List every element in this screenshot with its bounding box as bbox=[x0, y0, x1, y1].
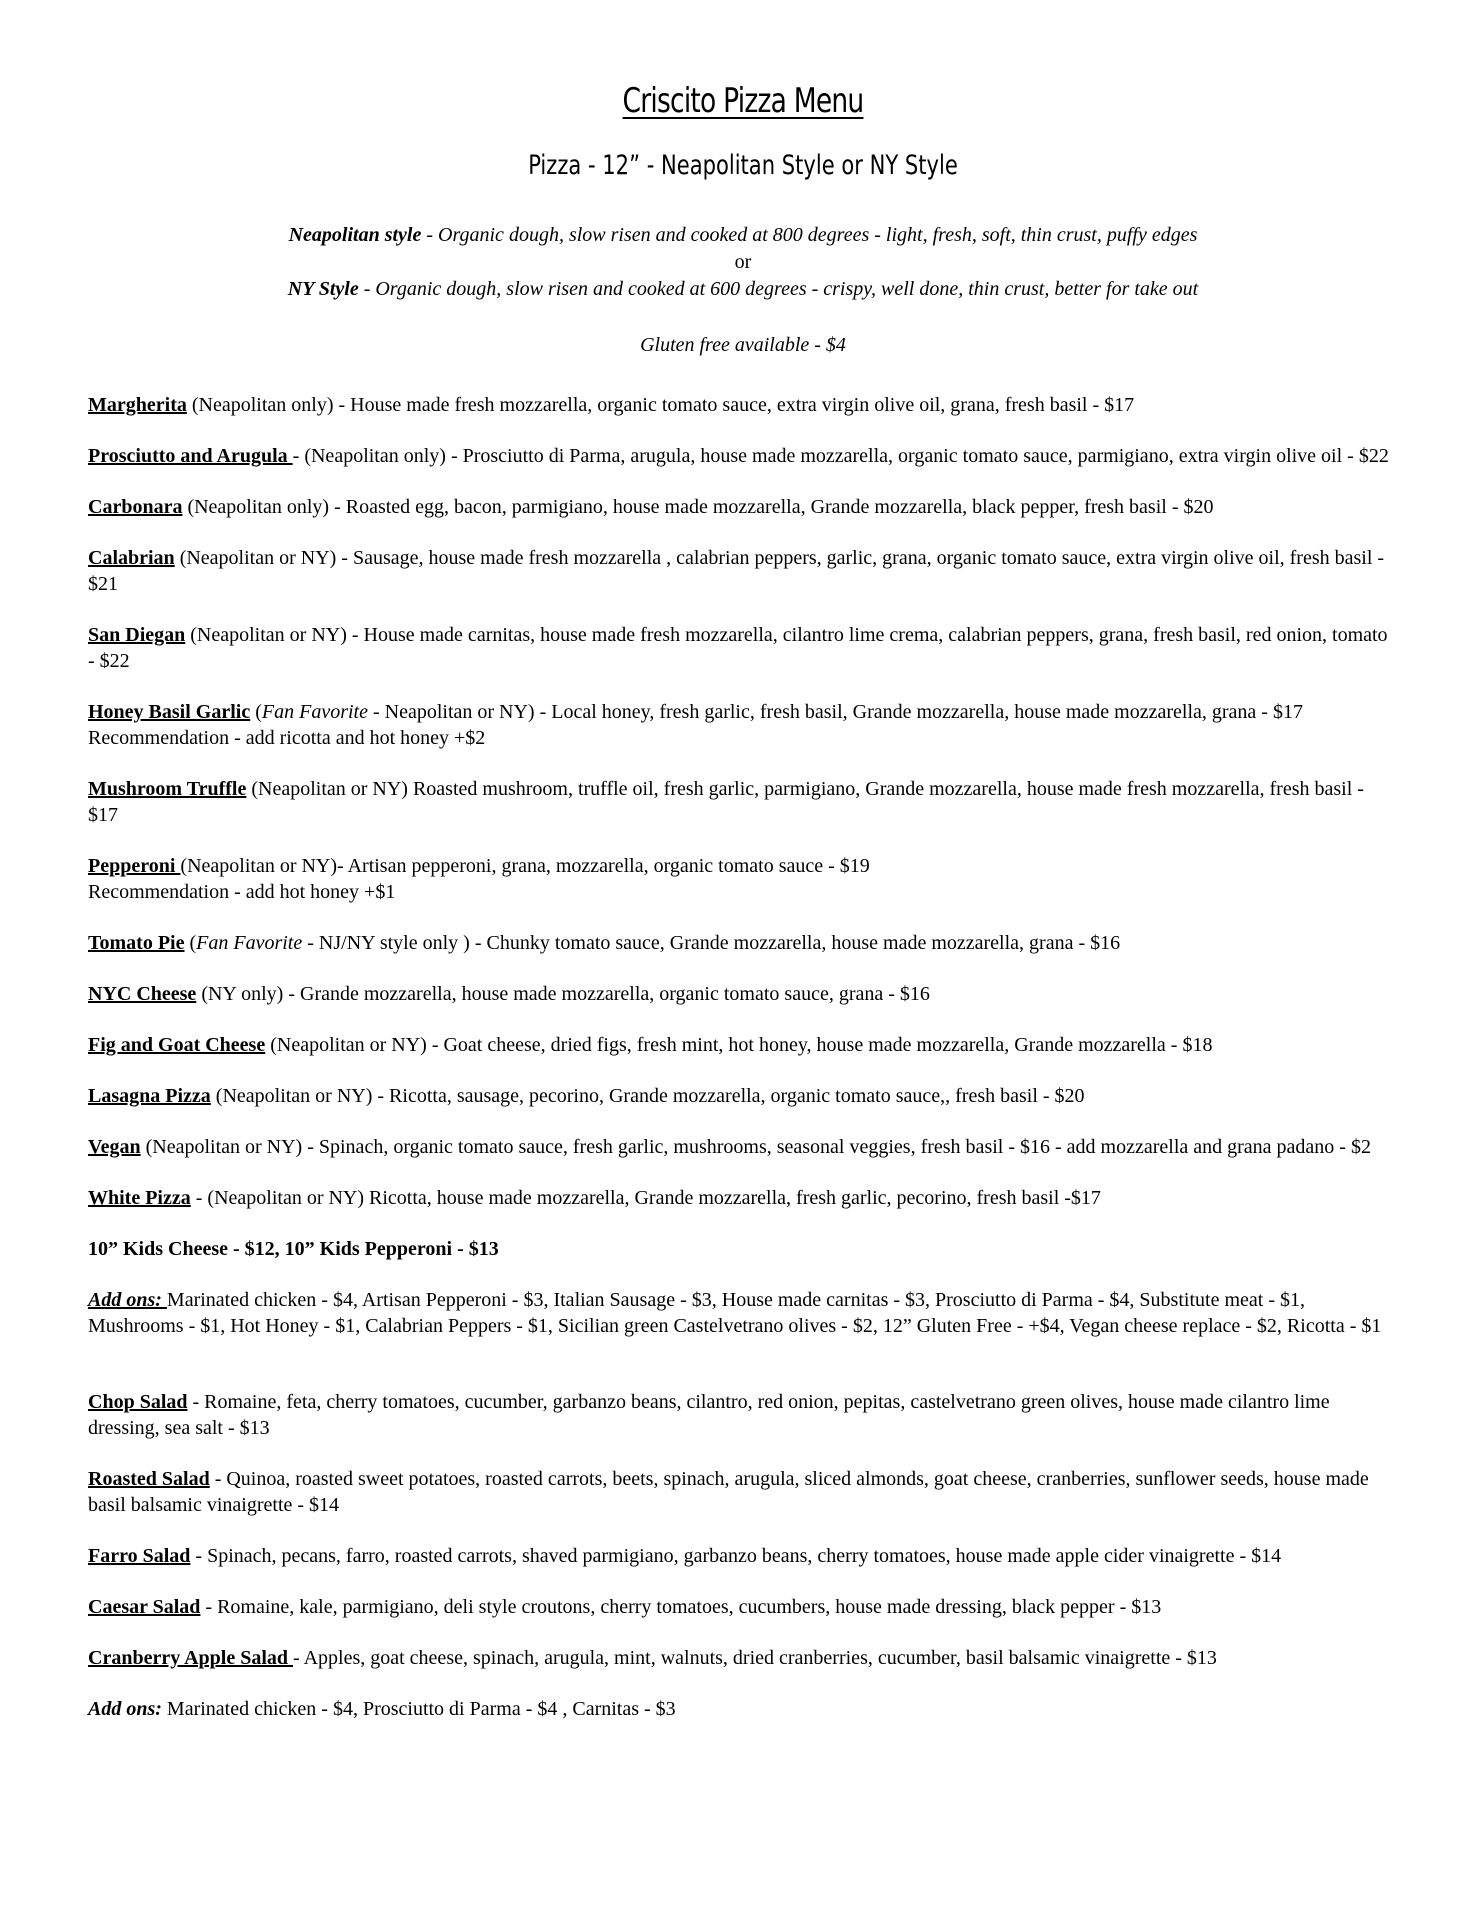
neapolitan-label: Neapolitan style bbox=[288, 224, 422, 246]
item-name: Cranberry Apple Salad bbox=[88, 1647, 294, 1669]
item-name: Margherita bbox=[88, 394, 187, 416]
item-desc: - Spinach, pecans, farro, roasted carrots, shaved parmigiano, garbanzo beans, cherry tomatoes, house made apple cider vinaigrette - $14 bbox=[190, 1545, 1282, 1567]
menu-item bbox=[88, 443, 1398, 469]
item-desc: - Romaine, feta, cherry tomatoes, cucumber, garbanzo beans, cilantro, red onion, pepitas, castelvetrano green olives, house made cilantro lime dressing, sea salt - $13 bbox=[88, 1391, 1330, 1439]
menu-subtitle: Pizza - 12” - Neapolitan Style or NY Style bbox=[528, 150, 958, 181]
item-name: Prosciutto and Arugula bbox=[88, 445, 293, 467]
menu-item bbox=[88, 930, 1398, 956]
item-name: Chop Salad bbox=[88, 1391, 188, 1413]
crust-intro bbox=[88, 222, 1398, 303]
salad-addons bbox=[88, 1696, 1398, 1722]
item-name: Lasagna Pizza bbox=[88, 1085, 211, 1107]
menu-item bbox=[88, 622, 1398, 674]
item-name: Mushroom Truffle bbox=[88, 778, 247, 800]
fan-favorite-label: Fan Favorite bbox=[196, 932, 303, 954]
neapolitan-line bbox=[88, 222, 1398, 249]
item-recommendation: Recommendation - add hot honey +$1 bbox=[88, 881, 396, 903]
menu-item bbox=[88, 853, 1398, 905]
item-desc: - Quinoa, roasted sweet potatoes, roasted carrots, beets, spinach, arugula, sliced almonds, goat cheese, cranberries, sunflower seeds, house made basil balsamic vinaigrette - $14 bbox=[88, 1468, 1369, 1516]
item-name: Caesar Salad bbox=[88, 1596, 201, 1618]
fan-favorite-label: Fan Favorite bbox=[261, 701, 368, 723]
item-desc: - (Neapolitan only) - Prosciutto di Parma, arugula, house made mozzarella, organic tomato sauce, parmigiano, extra virgin olive oil - $22 bbox=[292, 445, 1389, 467]
menu-item bbox=[88, 392, 1398, 418]
item-desc: - Neapolitan or NY) - Local honey, fresh garlic, fresh basil, Grande mozzarella, house made mozzarella, grana - $17 Recommendation - add ricotta and hot honey +$2 bbox=[88, 701, 1303, 749]
menu-item bbox=[88, 776, 1398, 828]
menu-item bbox=[88, 1185, 1398, 1211]
item-desc: (Neapolitan or NY) - Goat cheese, dried figs, fresh mint, hot honey, house made mozzarella, Grande mozzarella - $18 bbox=[265, 1034, 1213, 1056]
menu-item bbox=[88, 981, 1398, 1007]
item-desc: - Apples, goat cheese, spinach, arugula, mint, walnuts, dried cranberries, cucumber, basil balsamic vinaigrette - $13 bbox=[293, 1647, 1217, 1669]
item-name: NYC Cheese bbox=[88, 983, 197, 1005]
kids-pizzas: 10” Kids Cheese - $12, 10” Kids Pepperoni - $13 bbox=[88, 1238, 499, 1260]
item-name: Carbonara bbox=[88, 496, 183, 518]
salad-item bbox=[88, 1543, 1398, 1569]
item-name: Calabrian bbox=[88, 547, 175, 569]
item-desc: (Neapolitan only) - House made fresh mozzarella, organic tomato sauce, extra virgin olive oil, grana, fresh basil - $17 bbox=[186, 394, 1135, 416]
ny-line bbox=[88, 276, 1398, 303]
item-desc: - NJ/NY style only ) - Chunky tomato sauce, Grande mozzarella, house made mozzarella, grana - $16 bbox=[302, 932, 1121, 954]
item-desc: (Neapolitan or NY) - Spinach, organic tomato sauce, fresh garlic, mushrooms, seasonal veggies, fresh basil - $16 - add mozzarella and grana padano - $2 bbox=[140, 1136, 1371, 1158]
menu-item bbox=[88, 545, 1398, 597]
ny-desc: - Organic dough, slow risen and cooked at 600 degrees - crispy, well done, thin crust, better for take out bbox=[358, 278, 1199, 300]
item-name: San Diegan bbox=[88, 624, 186, 646]
item-desc: (Neapolitan or NY) - House made carnitas, house made fresh mozzarella, cilantro lime crema, calabrian peppers, grana, fresh basil, red onion, tomato - $22 bbox=[88, 624, 1388, 672]
item-desc: (Neapolitan only) - Roasted egg, bacon, parmigiano, house made mozzarella, Grande mozzarella, black pepper, fresh basil - $20 bbox=[182, 496, 1214, 518]
menu-item bbox=[88, 1083, 1398, 1109]
item-desc: - Romaine, kale, parmigiano, deli style croutons, cherry tomatoes, cucumbers, house made dressing, black pepper - $13 bbox=[200, 1596, 1162, 1618]
salad-item bbox=[88, 1389, 1398, 1441]
item-name: Tomato Pie bbox=[88, 932, 185, 954]
addons-text: Marinated chicken - $4, Prosciutto di Parma - $4 , Carnitas - $3 bbox=[161, 1698, 676, 1720]
or-text: or bbox=[734, 251, 752, 273]
item-name: Vegan bbox=[88, 1136, 141, 1158]
section-spacer bbox=[88, 1364, 1398, 1389]
item-name: Farro Salad bbox=[88, 1545, 191, 1567]
gluten-free-note: Gluten free available - $4 bbox=[640, 334, 846, 356]
item-name: Pepperoni bbox=[88, 855, 181, 877]
salad-item bbox=[88, 1645, 1398, 1671]
item-desc: (Neapolitan or NY) Roasted mushroom, truffle oil, fresh garlic, parmigiano, Grande mozzarella, house made fresh mozzarella, fresh basil - $17 bbox=[88, 778, 1364, 826]
menu-title: Criscito Pizza Menu bbox=[622, 81, 864, 121]
item-pre: ( bbox=[184, 932, 197, 954]
menu-item bbox=[88, 1134, 1398, 1160]
item-name: Honey Basil Garlic bbox=[88, 701, 251, 723]
item-desc: - (Neapolitan or NY) Ricotta, house made mozzarella, Grande mozzarella, fresh garlic, pecorino, fresh basil -$17 bbox=[190, 1187, 1101, 1209]
item-desc: (Neapolitan or NY)- Artisan pepperoni, grana, mozzarella, organic tomato sauce - $19 bbox=[180, 855, 870, 877]
menu-item bbox=[88, 1032, 1398, 1058]
item-name: Fig and Goat Cheese bbox=[88, 1034, 266, 1056]
menu-item bbox=[88, 494, 1398, 520]
salad-item bbox=[88, 1594, 1398, 1620]
ny-label: NY Style bbox=[287, 278, 359, 300]
addons-text: Marinated chicken - $4, Artisan Pepperoni - $3, Italian Sausage - $3, House made carnitas - $3, Prosciutto di Parma - $4, Substitute meat - $1, Mushrooms - $1, Hot Honey - $1, Calabrian Peppers - $1, Sicilian green Castelvetrano olives - $2, 12” Gluten Free - +$4, Vegan cheese replace - $2, Ricotta - $1 bbox=[88, 1289, 1382, 1337]
item-desc: (Neapolitan or NY) - Ricotta, sausage, pecorino, Grande mozzarella, organic tomato sauce,, fresh basil - $20 bbox=[210, 1085, 1085, 1107]
neapolitan-desc: - Organic dough, slow risen and cooked at 800 degrees - light, fresh, soft, thin crust, puffy edges bbox=[421, 224, 1198, 246]
item-desc: (NY only) - Grande mozzarella, house made mozzarella, organic tomato sauce, grana - $16 bbox=[196, 983, 930, 1005]
item-name: White Pizza bbox=[88, 1187, 191, 1209]
item-name: Roasted Salad bbox=[88, 1468, 210, 1490]
salad-item bbox=[88, 1466, 1398, 1518]
item-pre: ( bbox=[250, 701, 262, 723]
menu-item bbox=[88, 699, 1398, 751]
pizza-addons bbox=[88, 1287, 1398, 1339]
addons-label: Add ons: bbox=[88, 1289, 167, 1311]
menu-items bbox=[88, 392, 1398, 1747]
addons-label: Add ons: bbox=[88, 1698, 162, 1720]
item-desc: (Neapolitan or NY) - Sausage, house made fresh mozzarella , calabrian peppers, garlic, grana, organic tomato sauce, extra virgin olive oil, fresh basil - $21 bbox=[88, 547, 1385, 595]
